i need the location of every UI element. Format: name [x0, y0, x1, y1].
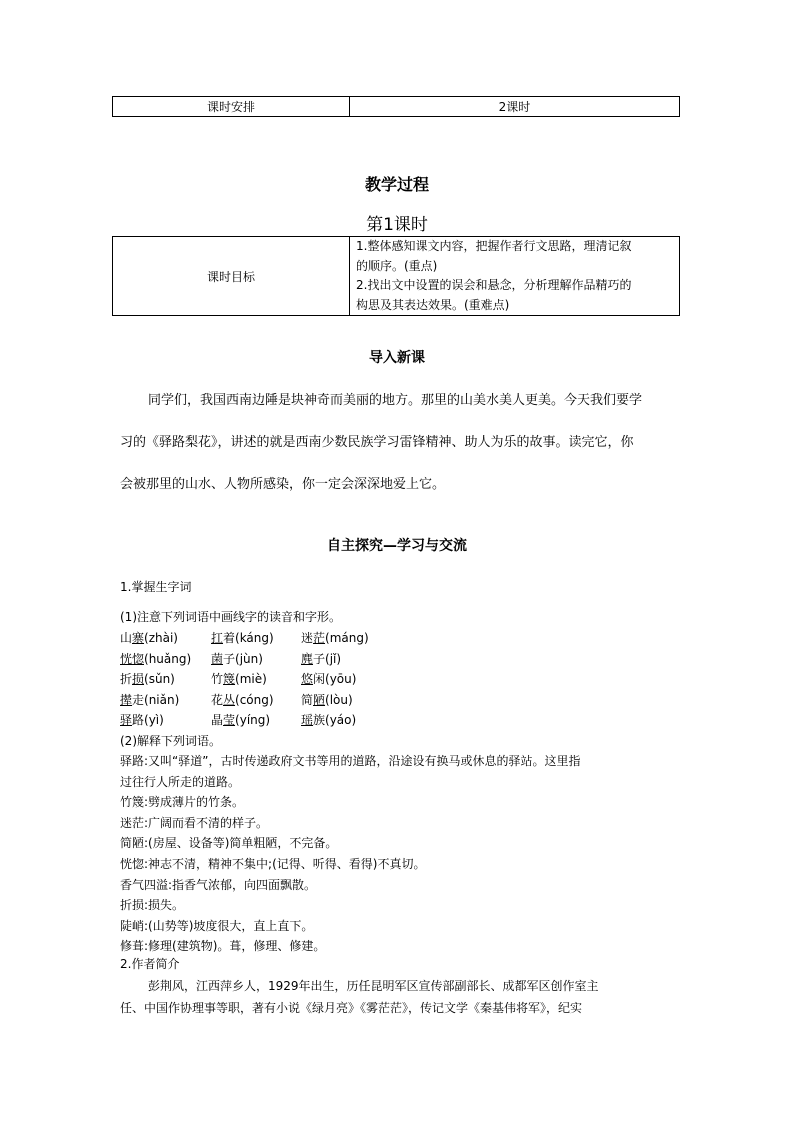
- vocab-pinyin: 路(yì): [132, 713, 164, 727]
- vocab-pinyin: 子(jǐ): [313, 651, 342, 666]
- vocab-pinyin: (miè): [235, 672, 267, 686]
- definition-line: 香气四溢:指香气浓郁，向四面飘散。: [120, 877, 317, 892]
- vocab-pinyin: (yíng): [235, 713, 271, 727]
- vocab-pinyin: 着(káng): [223, 631, 274, 645]
- vocab-prefix: 竹: [211, 672, 224, 686]
- vocab-underlined-char: 篾: [223, 672, 236, 686]
- definition-line: 驿路:又叫“驿道”，古时传递政府文书等用的道路，沿途设有换马或休息的驿站。这里指: [120, 754, 581, 768]
- vocab-prefix: 晶: [211, 713, 224, 727]
- intro-title: 导入新课: [369, 350, 425, 366]
- vocab-prefix: 简: [301, 692, 314, 707]
- vocab-underlined-char: 瑶: [301, 713, 314, 727]
- goals-label: 课时目标: [113, 237, 350, 316]
- vocab-underlined-char: 撵: [120, 692, 133, 707]
- vocab-underlined-char: 驿: [120, 713, 133, 727]
- vocab-underlined-char: 悠: [301, 672, 314, 686]
- vocab-underlined-char: 恍惚: [120, 651, 145, 666]
- author-line: 彭荆风，江西萍乡人，1929年出生，历任昆明军区宣传部副部长、成都军区创作室主: [148, 979, 599, 993]
- vocab-item: [301, 629, 369, 646]
- vocab-underlined-char: 寨: [132, 631, 145, 645]
- vocab-instruction: (1)注意下列词语中画线字的读音和字形。: [120, 610, 341, 624]
- vocab-underlined-char: 菌: [211, 651, 224, 666]
- definition-line: 修葺:修理(建筑物)。葺，修理、修建。: [120, 939, 326, 954]
- vocab-item: [301, 711, 356, 728]
- vocab-item: [120, 629, 178, 646]
- vocab-item: [301, 691, 353, 708]
- schedule-table: [112, 96, 680, 117]
- vocab-pinyin: (máng): [325, 631, 369, 645]
- vocab-item: [301, 670, 356, 687]
- goal-line: 2.找出文中设置的误会和悬念，分析理解作品精巧的: [356, 278, 632, 292]
- vocab-prefix: 山: [120, 631, 133, 645]
- vocab-underlined-char: 扛: [211, 631, 224, 645]
- vocab-underlined-char: 莹: [223, 713, 236, 727]
- lesson-title: 第1课时: [366, 215, 428, 235]
- vocab-item: [120, 711, 164, 728]
- goals-table: [112, 236, 680, 316]
- vocab-item: [120, 670, 175, 687]
- definition-line: 折损:损失。: [120, 898, 185, 913]
- vocab-underlined-char: 麂: [301, 651, 314, 666]
- vocab-item: [211, 670, 267, 687]
- item2-heading: 2.作者简介: [120, 957, 180, 971]
- item1-heading: 1.掌握生字词: [120, 580, 192, 594]
- vocab-underlined-char: 丛: [223, 692, 236, 707]
- process-title: 教学过程: [364, 175, 429, 194]
- definition-line: 简陋:(房屋、设备等)简单粗陋，不完备。: [120, 836, 338, 851]
- goal-line: 构思及其表达效果。(重难点): [356, 297, 510, 312]
- schedule-label: 课时安排: [113, 97, 350, 117]
- vocab-underlined-char: 茫: [313, 631, 326, 645]
- vocab-pinyin: 走(niǎn): [132, 692, 180, 707]
- vocab-item: [211, 691, 274, 708]
- definition-line: 恍惚:神志不清，精神不集中;(记得、听得、看得)不真切。: [120, 857, 426, 871]
- vocab-item: [301, 650, 341, 667]
- vocab-pinyin: 族(yáo): [313, 713, 357, 727]
- definitions-instruction: (2)解释下列词语。: [120, 734, 221, 748]
- vocab-item: [211, 650, 263, 667]
- vocab-underlined-char: 陋: [313, 692, 326, 707]
- vocab-pinyin: 子(jùn): [223, 651, 263, 666]
- vocab-pinyin: (zhài): [144, 631, 178, 645]
- vocab-prefix: 折: [120, 672, 133, 686]
- schedule-value: 2课时: [350, 97, 680, 117]
- definition-line: 竹篾:劈成薄片的竹条。: [120, 795, 245, 810]
- vocab-prefix: 花: [211, 692, 224, 707]
- goal-line: 1.整体感知课文内容，把握作者行文思路，理清记叙: [356, 239, 632, 253]
- explore-title: 自主探究—学习与交流: [327, 538, 467, 554]
- vocab-pinyin: 闲(yōu): [313, 672, 357, 686]
- intro-line: 习的《驿路梨花》，讲述的就是西南少数民族学习雷锋精神、助人为乐的故事。读完它，你: [120, 435, 634, 450]
- goals-content: [350, 237, 680, 316]
- vocab-pinyin: (lòu): [325, 692, 353, 707]
- vocab-prefix: 迷: [301, 631, 314, 645]
- author-line: 任、中国作协理事等职，著有小说《绿月亮》《雾茫茫》，传记文学《秦基伟将军》，纪实: [120, 1001, 583, 1015]
- vocab-item: [120, 691, 179, 708]
- vocab-item: [211, 629, 274, 646]
- vocab-pinyin: (huǎng): [144, 651, 192, 666]
- definition-line: 迷茫:广阔而看不清的样子。: [120, 815, 269, 830]
- vocab-underlined-char: 损: [132, 672, 145, 686]
- intro-line: 同学们，我国西南边陲是块神奇而美丽的地方。那里的山美水美人更美。今天我们要学: [148, 393, 643, 408]
- intro-line: 会被那里的山水、人物所感染，你一定会深深地爱上它。: [120, 477, 446, 492]
- definition-line: 陡峭:(山势等)坡度很大，直上直下。: [120, 918, 314, 933]
- goal-line: 的顺序。(重点): [356, 258, 438, 273]
- definition-line: 过往行人所走的道路。: [120, 774, 241, 789]
- vocab-item: [120, 650, 191, 667]
- vocab-pinyin: (sǔn): [144, 672, 175, 686]
- vocab-pinyin: (cóng): [235, 692, 274, 707]
- vocab-item: [211, 711, 270, 728]
